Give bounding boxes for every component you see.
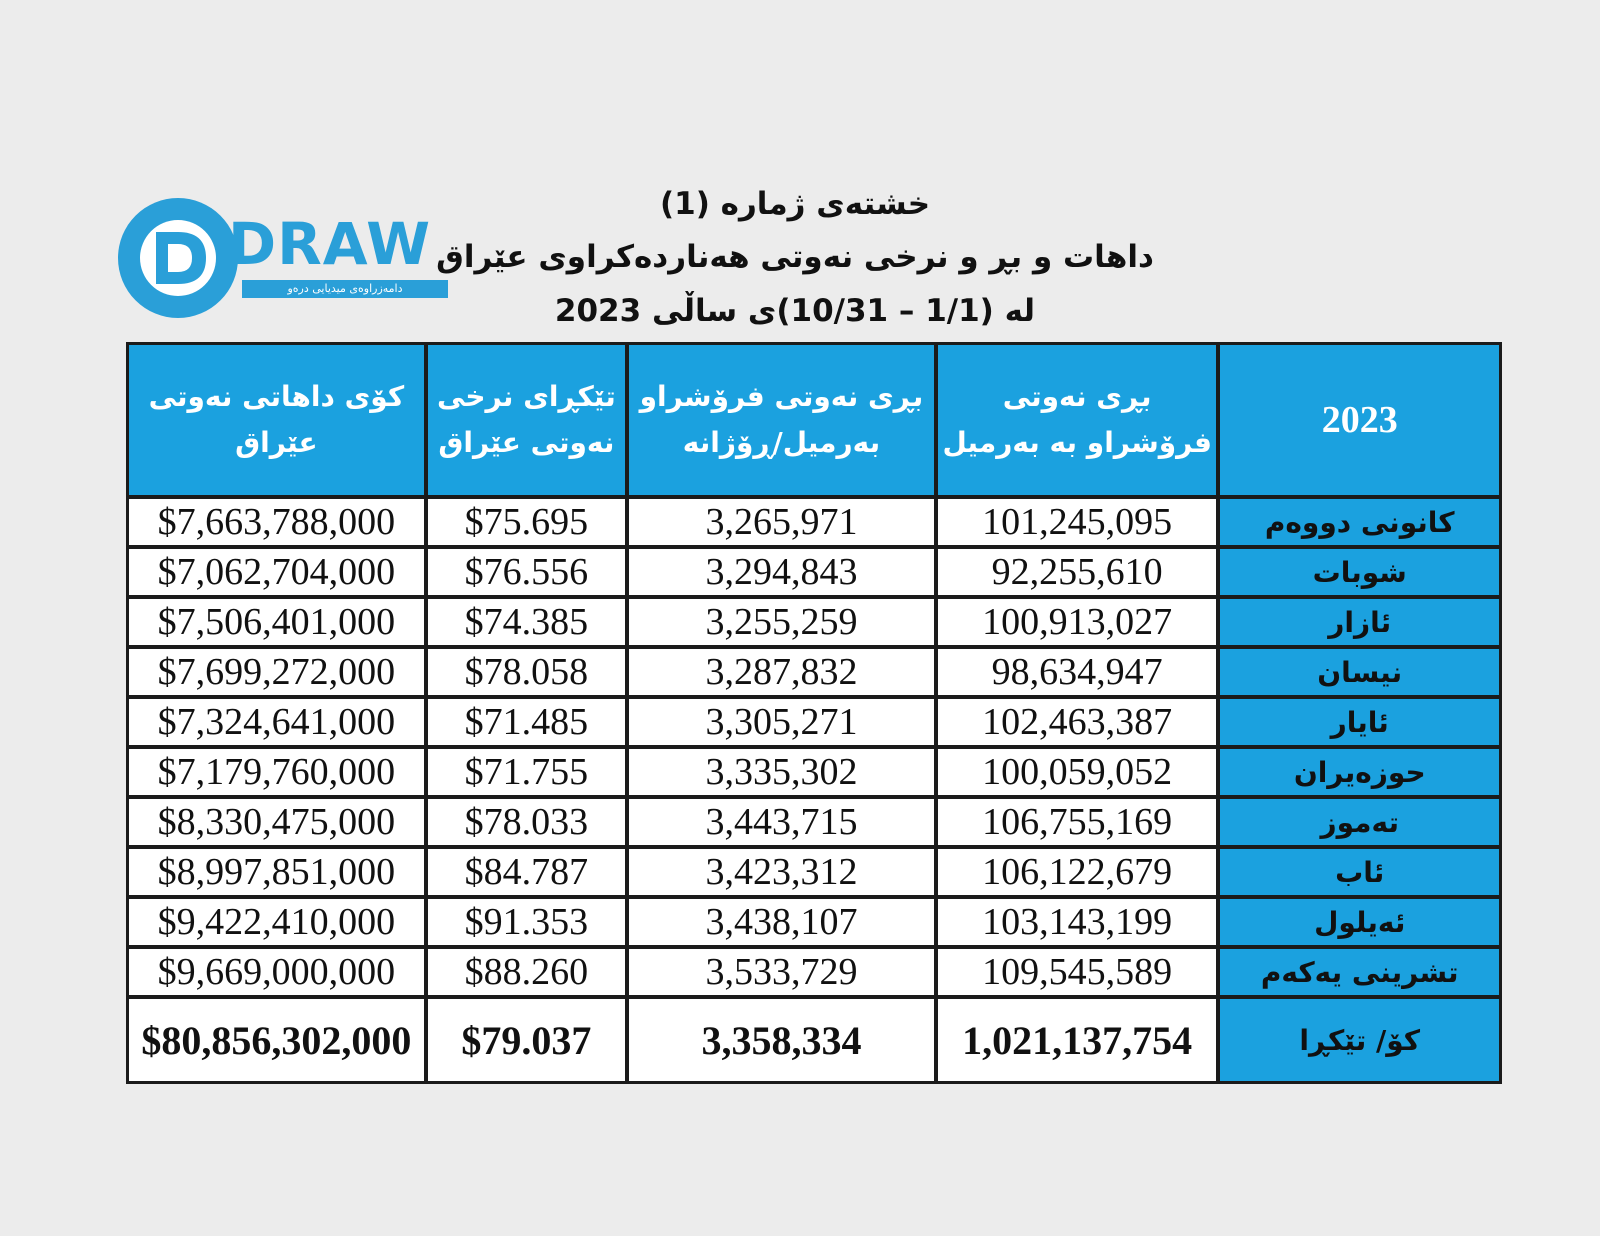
cell-total-revenue: $8,997,851,000 [128, 848, 425, 896]
cell-daily-barrels: 3,423,312 [628, 848, 935, 896]
table-row [128, 548, 1500, 596]
table-row [128, 648, 1500, 696]
total-total-barrels: 1,021,137,754 [937, 998, 1218, 1082]
cell-avg-price: $74.385 [427, 598, 626, 646]
cell-month: ئایار [1219, 698, 1500, 746]
cell-month: ئەیلول [1219, 898, 1500, 946]
cell-daily-barrels: 3,287,832 [628, 648, 935, 696]
cell-avg-price: $71.755 [427, 748, 626, 796]
table-row [128, 498, 1500, 546]
header-avg-price: تێکڕای نرخی نەوتی عێراق [427, 344, 626, 496]
header-total-barrels: بڕی نەوتی فرۆشراو بە بەرمیل [937, 344, 1218, 496]
cell-total-barrels: 100,913,027 [937, 598, 1218, 646]
cell-daily-barrels: 3,305,271 [628, 698, 935, 746]
oil-export-table [126, 342, 1502, 1084]
cell-total-barrels: 106,122,679 [937, 848, 1218, 896]
table-row [128, 598, 1500, 646]
cell-avg-price: $75.695 [427, 498, 626, 546]
logo-brand: DRAW [228, 210, 432, 278]
cell-total-barrels: 109,545,589 [937, 948, 1218, 996]
logo-circle-icon [116, 196, 246, 320]
cell-month: ئاب [1219, 848, 1500, 896]
cell-month: حوزەیران [1219, 748, 1500, 796]
title-line-3: لە (1/1 – 10/31)ی ساڵی 2023 [554, 293, 1036, 329]
draw-logo [116, 196, 446, 320]
cell-total-revenue: $7,324,641,000 [128, 698, 425, 746]
cell-total-barrels: 100,059,052 [937, 748, 1218, 796]
table-row [128, 798, 1500, 846]
cell-avg-price: $78.058 [427, 648, 626, 696]
table-title [420, 178, 1170, 338]
cell-daily-barrels: 3,255,259 [628, 598, 935, 646]
total-row [128, 998, 1500, 1082]
cell-total-revenue: $7,179,760,000 [128, 748, 425, 796]
cell-avg-price: $78.033 [427, 798, 626, 846]
cell-avg-price: $88.260 [427, 948, 626, 996]
table-row [128, 898, 1500, 946]
table-row [128, 698, 1500, 746]
table-row [128, 748, 1500, 796]
cell-total-revenue: $7,699,272,000 [128, 648, 425, 696]
total-total-revenue: $80,856,302,000 [128, 998, 425, 1082]
cell-total-revenue: $8,330,475,000 [128, 798, 425, 846]
total-label: کۆ/ تێکڕا [1219, 998, 1500, 1082]
cell-total-revenue: $9,422,410,000 [128, 898, 425, 946]
cell-total-barrels: 103,143,199 [937, 898, 1218, 946]
header-total-revenue: کۆی داهاتی نەوتی عێراق [128, 344, 425, 496]
header-year: 2023 [1219, 344, 1500, 496]
table-row [128, 848, 1500, 896]
cell-daily-barrels: 3,335,302 [628, 748, 935, 796]
cell-month: کانونی دووەم [1219, 498, 1500, 546]
cell-total-barrels: 102,463,387 [937, 698, 1218, 746]
cell-total-revenue: $7,663,788,000 [128, 498, 425, 546]
cell-daily-barrels: 3,533,729 [628, 948, 935, 996]
cell-total-barrels: 92,255,610 [937, 548, 1218, 596]
total-avg-price: $79.037 [427, 998, 626, 1082]
cell-total-revenue: $9,669,000,000 [128, 948, 425, 996]
cell-month: تشرینی یەکەم [1219, 948, 1500, 996]
title-line-1: خشتەی ژمارە (1) [659, 186, 931, 222]
cell-daily-barrels: 3,294,843 [628, 548, 935, 596]
cell-total-revenue: $7,062,704,000 [128, 548, 425, 596]
cell-daily-barrels: 3,438,107 [628, 898, 935, 946]
title-line-2: داهات و بڕ و نرخی نەوتی هەناردەکراوی عێراق [436, 239, 1154, 275]
cell-avg-price: $71.485 [427, 698, 626, 746]
cell-month: نیسان [1219, 648, 1500, 696]
cell-avg-price: $76.556 [427, 548, 626, 596]
logo-tagline: دامەزراوەی میدیایی درەو [242, 280, 448, 298]
cell-total-barrels: 98,634,947 [937, 648, 1218, 696]
cell-daily-barrels: 3,265,971 [628, 498, 935, 546]
cell-month: تەموز [1219, 798, 1500, 846]
cell-month: ئازار [1219, 598, 1500, 646]
cell-total-barrels: 101,245,095 [937, 498, 1218, 546]
header-daily-barrels: بڕی نەوتی فرۆشراو بەرمیل/ڕۆژانە [628, 344, 935, 496]
cell-avg-price: $91.353 [427, 898, 626, 946]
cell-month: شوبات [1219, 548, 1500, 596]
header-row [128, 344, 1500, 496]
cell-daily-barrels: 3,443,715 [628, 798, 935, 846]
total-daily-barrels: 3,358,334 [628, 998, 935, 1082]
cell-total-barrels: 106,755,169 [937, 798, 1218, 846]
cell-total-revenue: $7,506,401,000 [128, 598, 425, 646]
cell-avg-price: $84.787 [427, 848, 626, 896]
table-row [128, 948, 1500, 996]
